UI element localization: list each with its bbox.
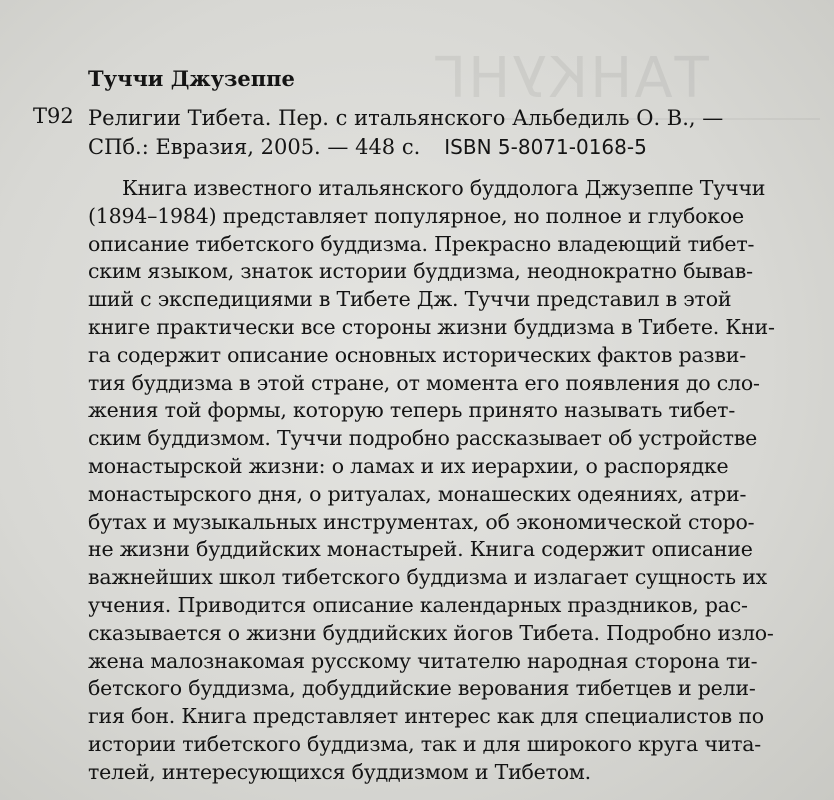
annotation-line: важнейших школ тибетского буддизма и излагает сущность их xyxy=(88,565,768,590)
annotation-line: книге практически все стороны жизни буддизма в Тибете. Кни- xyxy=(88,314,775,339)
publisher-info: СПб.: Евразия, 2005. — 448 с. xyxy=(88,135,421,159)
annotation-line: ским языком, знаток истории буддизма, неоднократно бывав- xyxy=(88,259,753,284)
annotation-line: ским буддизмом. Туччи подробно рассказывает об устройстве xyxy=(88,426,758,451)
show-through-text: ТАНКУНГ xyxy=(430,46,709,111)
annotation-line: монастырской жизни: о ламах и их иерархии, о распорядке xyxy=(88,453,729,478)
annotation-line: ший с экспедициями в Тибете Дж. Туччи представил в этой xyxy=(88,287,732,312)
annotation-line: сказывается о жизни буддийских йогов Тибета. Подробно изло- xyxy=(88,620,774,645)
annotation-line: бутах и музыкальных инструментах, об экономической сторо- xyxy=(88,509,755,534)
annotation-line: описание тибетского буддизма. Прекрасно владеющий тибет- xyxy=(88,231,755,256)
bibliographic-entry xyxy=(88,104,723,162)
annotation-paragraph xyxy=(88,175,818,787)
annotation-line: га содержит описание основных исторических фактов разви- xyxy=(88,342,746,367)
isbn-number: ISBN 5-8071-0168-5 xyxy=(444,135,647,159)
annotation-line: учения. Приводится описание календарных праздников, рас- xyxy=(88,592,748,617)
annotation-line: Книга известного итальянского буддолога Джузеппе Туччи xyxy=(122,176,766,200)
annotation-line: монастырского дня, о ритуалах, монашеских одеяниях, атри- xyxy=(88,481,747,506)
annotation-line: бетского буддизма, добуддийские верования тибетцев и рели- xyxy=(88,676,756,701)
annotation-line: жена малознакомая русскому читателю народная сторона ти- xyxy=(88,648,758,673)
annotation-line: не жизни буддийских монастырей. Книга содержит описание xyxy=(88,537,753,562)
classification-code: Т92 xyxy=(33,104,74,128)
annotation-line: тия буддизма в этой стране, от момента его появления до сло- xyxy=(88,370,760,395)
annotation-line: истории тибетского буддизма, так и для широкого круга чита- xyxy=(88,731,762,756)
annotation-line: жения той формы, которую теперь принято называть тибет- xyxy=(88,398,736,423)
annotation-line: гия бон. Книга представляет интерес как для специалистов по xyxy=(88,704,764,729)
annotation-line: (1894–1984) представляет популярное, но полное и глубокое xyxy=(88,203,744,228)
bibliography-line: Религии Тибета. Пер. с итальянского Альбедиль О. В., — xyxy=(88,106,724,130)
author-heading: Туччи Джузеппе xyxy=(88,66,295,91)
annotation-line: телей, интересующихся буддизмом и Тибетом. xyxy=(88,759,591,784)
bibliography-line xyxy=(88,133,723,162)
